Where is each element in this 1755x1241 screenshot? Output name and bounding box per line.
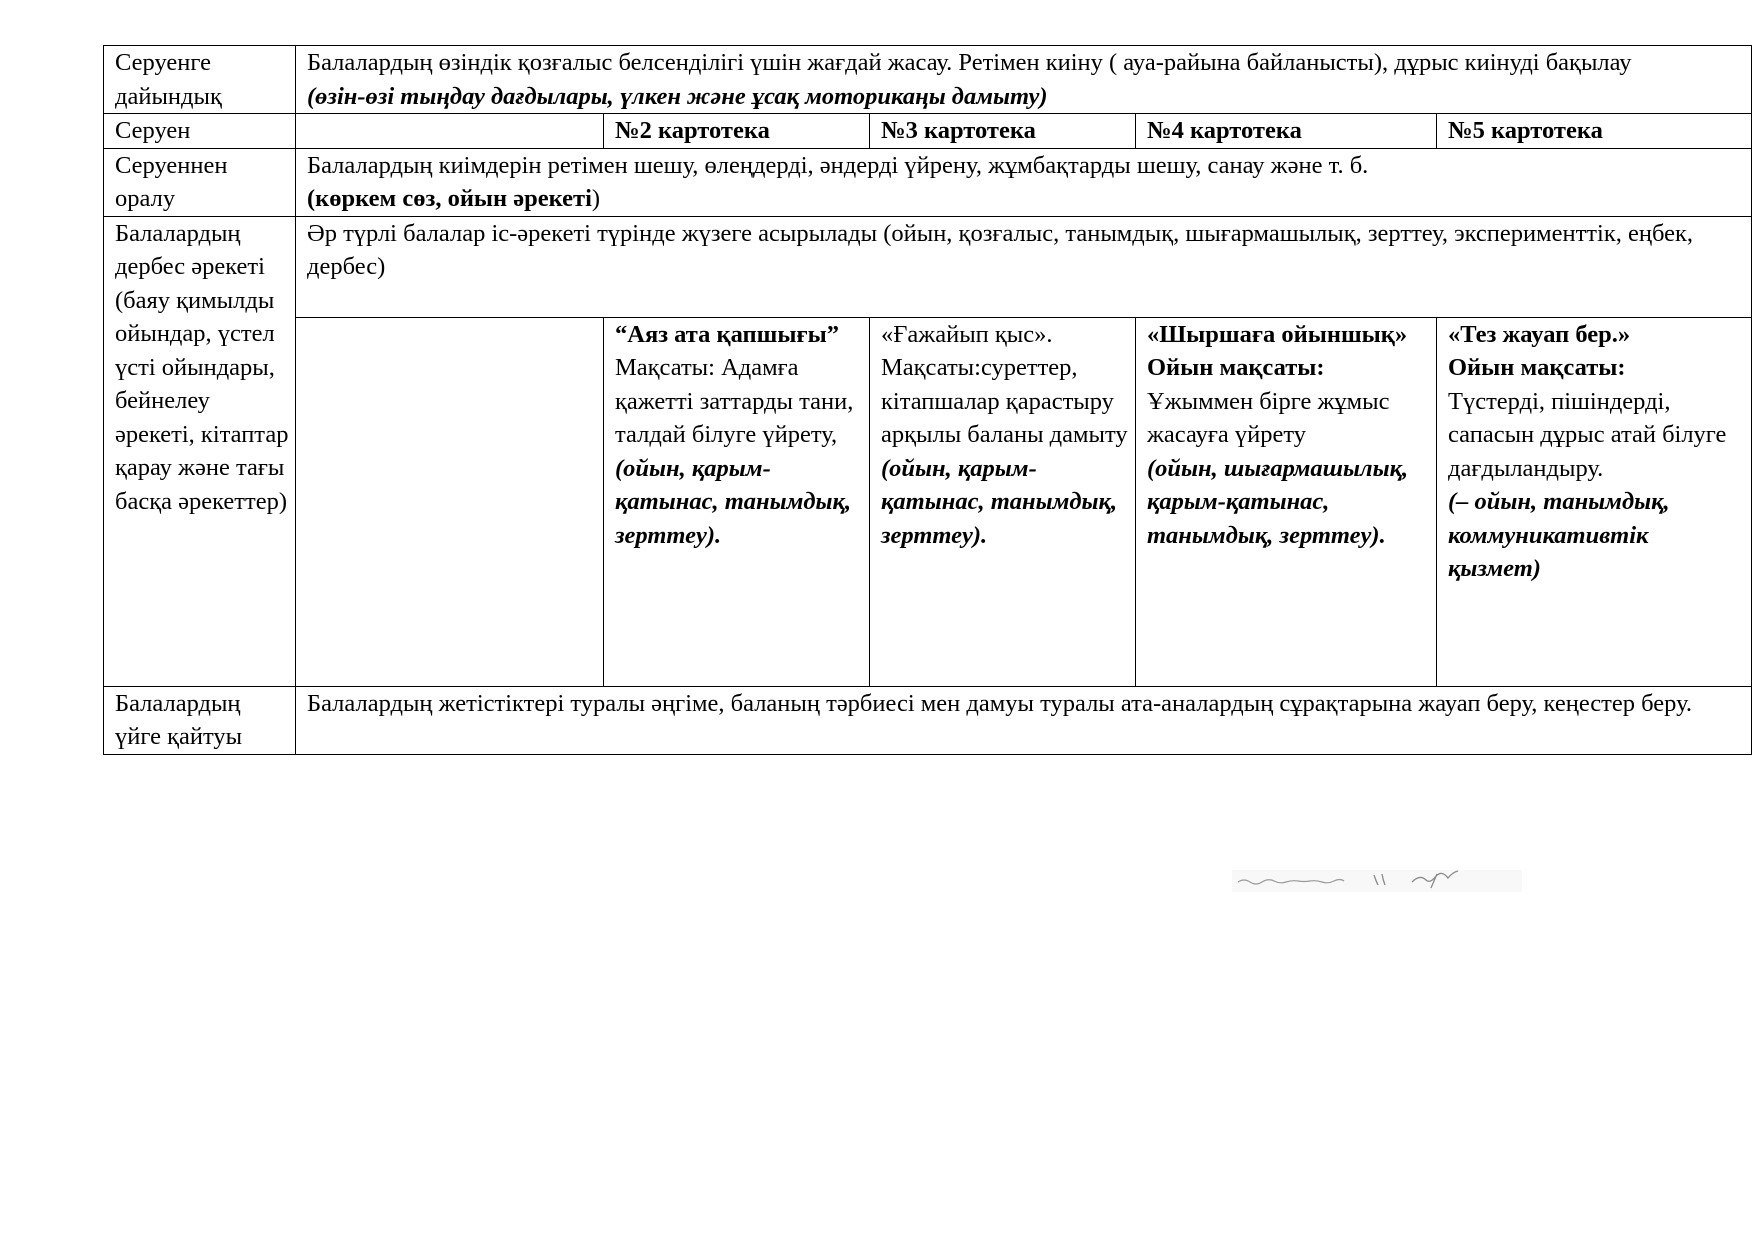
game-2-goal: Мақсаты:суреттер, кітапшалар қарастыру арқылы баланы дамыту: [881, 354, 1128, 448]
row-walk: [104, 114, 1752, 149]
walk-preparation-note: (өзін-өзі тыңдау дағдылары, үлкен және ұсақ моторикаңы дамыту): [307, 82, 1048, 110]
row-activity-games: [104, 317, 1752, 686]
game-cell-2: [870, 317, 1136, 686]
walk-card-group: [1136, 114, 1752, 149]
game-3-title: «Шыршаға ойыншық»: [1147, 320, 1408, 348]
cell-walk-preparation: [296, 46, 1752, 114]
game-cell-empty: [296, 317, 604, 686]
going-home-text: Балалардың жетістіктері туралы әңгіме, баланың тәрбиесі мен дамуы туралы ата-аналардың сұрақтарына жауап беру, кеңестер беру.: [307, 689, 1693, 717]
independent-activity-text: Әр түрлі балалар іс-әрекеті түрінде жүзеге асырылады (ойын, қозғалыс, танымдық, шығармашылық, зерттеу, эксперименттік, еңбек, дербес): [307, 219, 1694, 280]
game-2-title: «Ғажайып қыс».: [881, 320, 1053, 348]
row-going-home: [104, 686, 1752, 754]
walk-card-5: №5 картотека: [1448, 117, 1603, 144]
game-4-tags: (– ойын, танымдық, коммуникативтік қызмет): [1448, 488, 1670, 582]
row-independent-activity: [104, 216, 1752, 317]
signature-image: [1232, 866, 1522, 894]
label-independent-activity: Балалардың дербес әрекеті (баяу қимылды ойындар, үстел үсті ойындары, бейнелеу әрекеті, кітаптар қарау және тағы басқа әрекеттер): [104, 216, 296, 686]
row-walk-return: [104, 148, 1752, 216]
walk-return-text: Балалардың киімдерін ретімен шешу, өлеңдерді, әндерді үйрену, жұмбақтарды шешу, санау және т. б.: [307, 151, 1369, 179]
game-cell-3: [1136, 318, 1437, 686]
walk-card-1: [296, 114, 604, 149]
game-3-goal-label: Ойын мақсаты:: [1147, 354, 1325, 381]
game-3-goal: Ұжыммен бірге жұмыс жасауға үйрету: [1147, 387, 1390, 448]
game-3-tags: (ойын, шығармашылық, қарым-қатынас, танымдық, зерттеу).: [1147, 454, 1409, 549]
row-walk-preparation: [104, 46, 1752, 114]
game-cell-1: [604, 317, 870, 686]
game-cell-group: [1136, 317, 1752, 686]
walk-preparation-text: Балалардың өзіндік қозғалыс белсенділігі үшін жағдай жасау. Ретімен киіну ( ауа-райына байланысты), дұрыс киінуді бақылау: [307, 49, 1632, 76]
game-cell-4: [1437, 318, 1751, 686]
label-going-home: Балалардың үйге қайтуы: [104, 686, 296, 754]
walk-return-note-close: ): [591, 185, 601, 212]
label-walk-return: Серуеннен оралу: [104, 148, 296, 216]
game-1-goal: Мақсаты: Адамға қажетті заттарды тани, талдай білуге үйрету,: [615, 354, 854, 448]
walk-return-note: (көркем сөз, ойын әрекеті: [307, 185, 592, 212]
game-1-tags: (ойын, қарым-қатынас, танымдық, зерттеу).: [615, 454, 852, 549]
cell-independent-activity: [296, 216, 1752, 317]
game-4-goal-label: Ойын мақсаты:: [1448, 354, 1626, 381]
game-2-tags: (ойын, қарым-қатынас, танымдық, зерттеу).: [881, 454, 1118, 549]
cell-walk-return: [296, 148, 1752, 216]
game-4-goal: Түстерді, пішіндерді, сапасын дұрыс атай білуге дағдыландыру.: [1448, 387, 1727, 482]
label-walk-preparation: Серуенге дайындық: [104, 46, 296, 114]
game-1-title: “Аяз ата қапшығы”: [615, 320, 839, 348]
walk-card-4: №4 картотека: [1136, 114, 1437, 148]
cell-going-home: [296, 686, 1752, 754]
game-4-title: «Тез жауап бер.»: [1448, 320, 1631, 348]
walk-card-2: №2 картотека: [604, 114, 870, 149]
walk-card-3: №3 картотека: [870, 114, 1136, 149]
plan-table: [103, 45, 1752, 755]
label-walk: Серуен: [104, 114, 296, 149]
